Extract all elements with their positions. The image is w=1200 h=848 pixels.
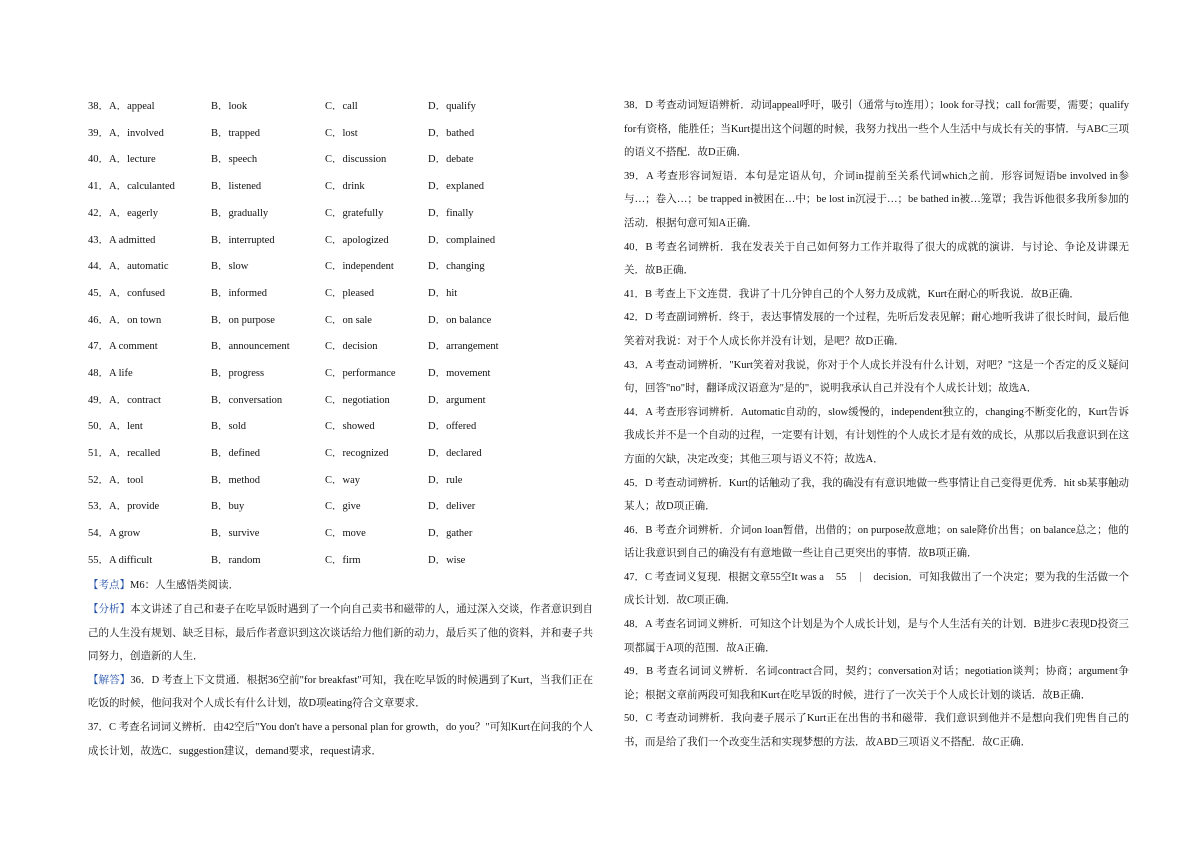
- answer-paragraph: 40．B 考查名词辨析．我在发表关于自己如何努力工作并取得了很大的成就的演讲．与讨论、争论及讲课无关．故B正确．: [624, 241, 1129, 277]
- option-cell: C．gratefully: [325, 207, 384, 219]
- option-cell: D．bathed: [428, 127, 475, 139]
- option-row: [88, 254, 593, 281]
- option-cell: 49．A．contract: [88, 394, 161, 406]
- option-row: [88, 494, 593, 521]
- option-cell: 54．A grow: [88, 528, 141, 540]
- option-cell: C．way: [325, 474, 360, 486]
- option-cell: D．gather: [428, 528, 473, 540]
- option-cell: D．finally: [428, 207, 474, 219]
- option-cell: C．lost: [325, 127, 358, 139]
- option-row: [88, 468, 593, 495]
- answer-paragraph: 38．D 考查动词短语辨析．动词appeal呼吁，吸引（通常与to连用）；look for寻找；call for需要，需要；qualify for有资格，能胜任；当Kurt提出这个问题的时候，我努力找出一些个人生活中与成长有关的事情．与ABC三项的语义不搭配．故D正确．: [624, 100, 1129, 159]
- kaodian-tag: 【考点】: [88, 580, 130, 592]
- option-cell: 51．A．recalled: [88, 448, 161, 460]
- option-cell: 39．A．involved: [88, 127, 164, 139]
- option-cell: B．conversation: [211, 394, 283, 406]
- option-row: [88, 441, 593, 468]
- option-cell: B．gradually: [211, 207, 269, 219]
- option-cell: B．interrupted: [211, 234, 275, 246]
- option-cell: D．rule: [428, 474, 463, 486]
- option-cell: B．random: [211, 554, 261, 566]
- option-row: [88, 388, 593, 415]
- option-cell: C．call: [325, 101, 358, 113]
- option-cell: B．speech: [211, 154, 258, 166]
- option-cell: C．discussion: [325, 154, 387, 166]
- option-row: [88, 334, 593, 361]
- option-cell: B．sold: [211, 421, 247, 433]
- option-cell: C．apologized: [325, 234, 389, 246]
- option-cell: C．drink: [325, 181, 365, 193]
- option-cell: 55．A difficult: [88, 554, 153, 566]
- answer-paragraph: 39．A 考查形容词短语．本句是定语从句，介词in提前至关系代词which之前．形容词短语be involved in参与…；卷入…；be trapped in被困在…中；be lost in沉浸于…；be bathed in被…笼罩；我告诉他很多我所参加的活动．根据句意可知A正确．: [624, 170, 1129, 229]
- answer-paragraph: 48．A 考查名词词义辨析．可知这个计划是为个人成长计划，是与个人生活有关的计划．B进步C表现D投资三项都属于A项的范围．故A正确．: [624, 619, 1129, 654]
- option-cell: D．on balance: [428, 314, 492, 326]
- option-cell: C．give: [325, 501, 361, 513]
- option-cell: C．showed: [325, 421, 375, 433]
- option-cell: B．announcement: [211, 341, 290, 353]
- left-column: [88, 94, 593, 763]
- option-row: [88, 94, 593, 121]
- option-cell: B．trapped: [211, 127, 260, 139]
- option-cell: D．deliver: [428, 501, 476, 513]
- option-cell: B．buy: [211, 501, 245, 513]
- option-cell: 50．A．lent: [88, 421, 143, 433]
- option-cell: 45．A．confused: [88, 287, 165, 299]
- option-row: [88, 414, 593, 441]
- answer-paragraph: 43．A 考查动词辨析．"Kurt笑着对我说，你对于个人成长并没有什么计划，对吧？"这是一个否定的反义疑问句，回答"no"时，翻译成汉语意为"是的"，说明我承认自己并没有个人成长计划；故选A．: [624, 359, 1129, 395]
- option-cell: 53．A．provide: [88, 501, 160, 513]
- answers-38-46: [624, 94, 1129, 566]
- option-cell: 48．A life: [88, 367, 133, 379]
- kaodian-paragraph: [88, 574, 593, 598]
- option-cell: D．changing: [428, 261, 485, 273]
- option-row: [88, 281, 593, 308]
- options-list: [88, 94, 593, 574]
- answer-paragraph: 46．B 考查介词辨析．介词on loan暂借，出借的；on purpose故意地；on sale降价出售；on balance总之；他的话让我意识到自己的确没有有意地做一些让自己更突出的事情．故B项正确．: [624, 524, 1129, 560]
- option-cell: 40．A．lecture: [88, 154, 156, 166]
- answer-paragraph: 44．A 考查形容词辨析．Automatic自动的，slow缓慢的，independent独立的，changing不断变化的，Kurt告诉我成长并不是一个自动的过程，一定要有计划，有计划性的个人成长才是有效的成长，从那以后我意识到在这方面的欠缺，决定改变；其他三项与语义不符；故选A．: [624, 406, 1129, 465]
- option-cell: C．decision: [325, 341, 378, 353]
- option-cell: C．move: [325, 528, 366, 540]
- option-row: [88, 308, 593, 335]
- option-row: [88, 121, 593, 148]
- option-row: [88, 201, 593, 228]
- option-cell: B．defined: [211, 448, 260, 460]
- option-cell: C．independent: [325, 261, 394, 273]
- answer-47: [624, 566, 1129, 613]
- jieda-paragraph: [88, 669, 593, 716]
- option-row: [88, 147, 593, 174]
- right-column: [624, 94, 1129, 755]
- option-cell: D．wise: [428, 554, 466, 566]
- answer-47-num: 55: [835, 571, 847, 583]
- fenxi-paragraph: [88, 598, 593, 669]
- fenxi-tag: 【分析】: [88, 603, 131, 615]
- option-row: [88, 227, 593, 254]
- option-cell: B．progress: [211, 367, 265, 379]
- option-cell: D．offered: [428, 421, 477, 433]
- option-cell: D．qualify: [428, 101, 476, 113]
- option-cell: 52．A．tool: [88, 474, 144, 486]
- option-cell: D．complained: [428, 234, 496, 246]
- option-cell: D．debate: [428, 154, 474, 166]
- option-cell: B．on purpose: [211, 314, 275, 326]
- answer-47-pre: 47．C 考查词义复现．根据文章55空It was a: [624, 571, 824, 583]
- jieda-text: 36．D 考查上下文贯通．根据36空前"for breakfast"可知，我在吃早饭的时候遇到了Kurt，当我们正在吃饭的时候，他问我对个人成长有什么计划，故D项eating符合文章要求．: [88, 674, 594, 710]
- option-cell: C．pleased: [325, 287, 374, 299]
- option-row: [88, 548, 593, 575]
- option-cell: B．informed: [211, 287, 267, 299]
- fenxi-text: 本文讲述了自己和妻子在吃早饭时遇到了一个向自己卖书和磁带的人，通过深入交谈，作者意识到自己的人生没有规划、缺乏目标，最后作者意识到这次谈话给力他们新的动力，最后买了他的资料，并和妻子共同努力，创造新的人生．: [88, 603, 594, 663]
- option-cell: 41．A．calculanted: [88, 181, 175, 193]
- answer-paragraph: 41．B 考查上下文连贯．我讲了十几分钟自己的个人努力及成就，Kurt在耐心的听我说．故B正确．: [624, 288, 1080, 300]
- kaodian-text: M6：人生感悟类阅读．: [130, 580, 240, 592]
- option-cell: B．method: [211, 474, 260, 486]
- answer-paragraph: 42．D 考查副词辨析．终于，表达事情发展的一个过程，先听后发表见解；耐心地听我讲了很长时间，最后他笑着对我说：对于个人成长你并没有计划，是吧？故D正确．: [624, 312, 1129, 347]
- answer-37: 37．C 考查名词词义辨析．由42空后"You don't have a personal plan for growth，do you？"可知Kurt在问我的个人成长计划，故选C．suggestion建议，demand要求，request请求．: [88, 721, 593, 757]
- option-cell: D．explaned: [428, 181, 484, 193]
- option-cell: 42．A．eagerly: [88, 207, 158, 219]
- option-cell: D．hit: [428, 287, 458, 299]
- answer-paragraph: 49．B 考查名词词义辨析．名词contract合同，契约；conversation对话；negotiation谈判；协商；argument争论；根据文章前两段可知我和Kurt在吃早饭的时候，进行了一次关于个人成长计划的谈话．故B正确．: [624, 666, 1129, 701]
- option-row: [88, 361, 593, 388]
- answer-47-post: decision．可知我做出了一个决定；要为我的生活做一个成长计划．故C项正确．: [624, 571, 1129, 607]
- option-cell: B．survive: [211, 528, 260, 540]
- option-row: [88, 521, 593, 548]
- option-cell: 43．A admitted: [88, 234, 156, 246]
- answer-paragraph: 45．D 考查动词辨析．Kurt的话触动了我，我的确没有有意识地做一些事情让自己变得更优秀．hit sb某事触动某人；故D项正确．: [624, 477, 1129, 513]
- option-cell: D．movement: [428, 367, 491, 379]
- jieda-tag: 【解答】: [88, 674, 131, 686]
- option-cell: B．slow: [211, 261, 249, 273]
- option-cell: 47．A comment: [88, 341, 158, 353]
- option-cell: 44．A．automatic: [88, 261, 169, 273]
- option-cell: C．negotiation: [325, 394, 390, 406]
- answer-paragraph: 50．C 考查动词辨析．我向妻子展示了Kurt正在出售的书和磁带．我们意识到他并不是想向我们兜售自己的书，而是给了我们一个改变生活和实现梦想的方法．故ABD三项语义不搭配．故C正确．: [624, 713, 1129, 749]
- option-cell: D．arrangement: [428, 341, 499, 353]
- option-cell: 46．A．on town: [88, 314, 162, 326]
- option-cell: 38．A．appeal: [88, 101, 155, 113]
- option-cell: D．argument: [428, 394, 486, 406]
- option-row: [88, 174, 593, 201]
- option-cell: B．look: [211, 101, 248, 113]
- option-cell: C．on sale: [325, 314, 372, 326]
- option-cell: D．declared: [428, 448, 482, 460]
- answers-48-50: [624, 613, 1129, 755]
- option-cell: C．firm: [325, 554, 361, 566]
- option-cell: C．recognized: [325, 448, 389, 460]
- option-cell: C．performance: [325, 367, 396, 379]
- option-cell: B．listened: [211, 181, 262, 193]
